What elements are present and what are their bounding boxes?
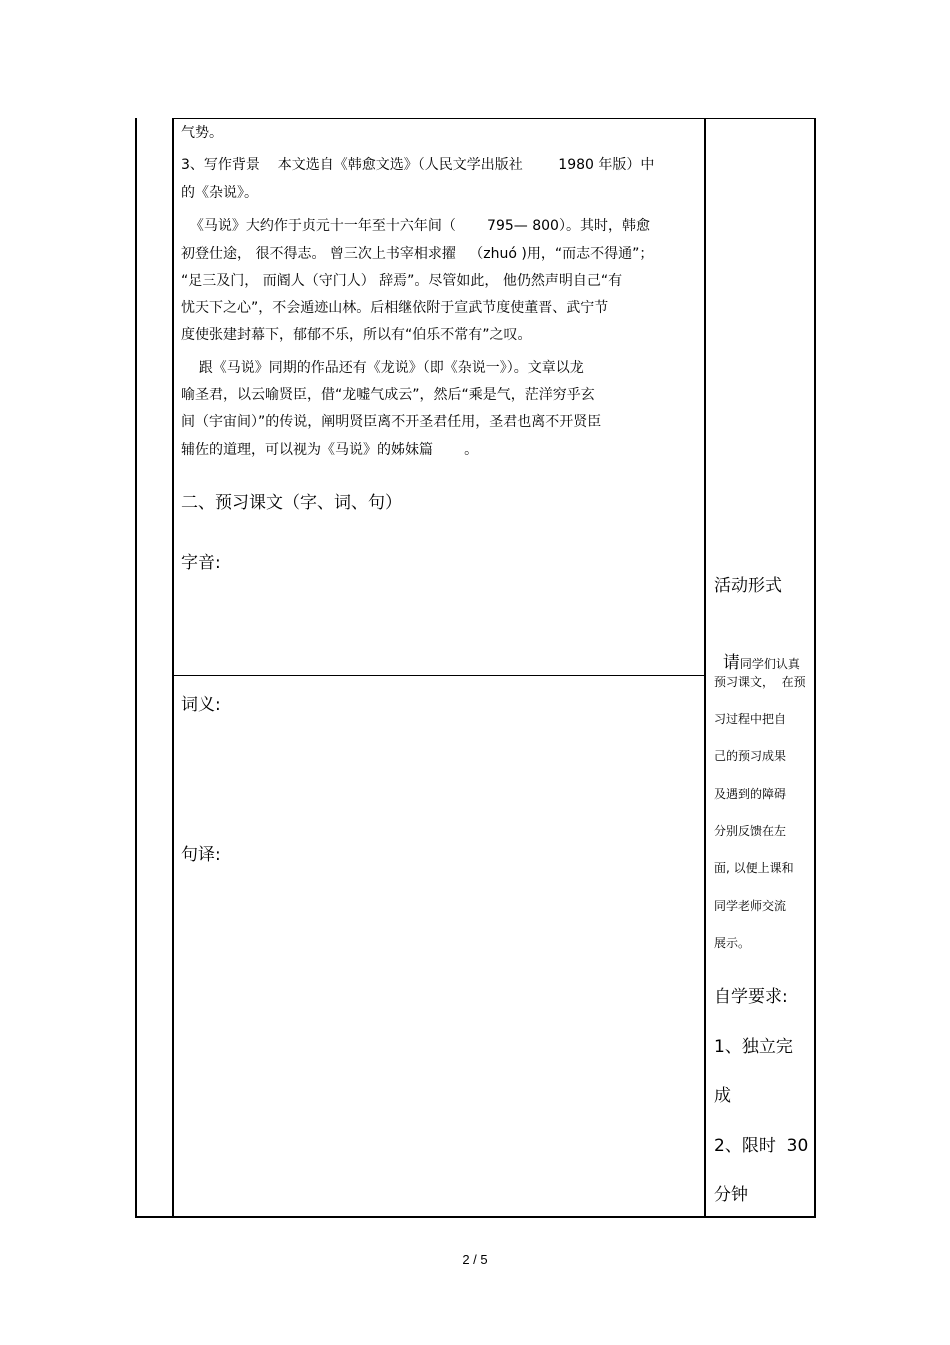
side-paragraph-line: 己的预习成果 bbox=[714, 749, 787, 763]
body-line: 《马说》大约作于贞元十一年至十六年间（ 795— 800）。其时，韩愈 bbox=[181, 218, 650, 234]
body-line: 初登仕途， 很不得志。 曾三次上书宰相求擢 （zhuó )用，“而志不得通”； bbox=[181, 246, 654, 262]
body-line: “足三及门， 而阍人（守门人） 辞焉”。尽管如此， 他仍然声明自己“有 bbox=[181, 273, 623, 289]
side-requirements-title: 自学要求: bbox=[714, 987, 788, 1007]
label-ziyin: 字音: bbox=[181, 553, 221, 573]
side-first-char: 请 bbox=[722, 653, 740, 673]
body-line: 3、写作背景 本文选自《韩愈文选》（人民文学出版社 1980 年版）中 bbox=[181, 157, 655, 173]
side-paragraph-line: 展示。 bbox=[714, 936, 751, 950]
table-border-left bbox=[135, 118, 137, 1218]
table-border-inner-right bbox=[704, 118, 706, 1218]
side-title: 活动形式 bbox=[714, 576, 782, 596]
table-border-right bbox=[814, 118, 816, 1218]
label-juyi: 句译: bbox=[181, 845, 221, 865]
body-line: 跟《马说》同期的作品还有《龙说》（即《杂说一》）。文章以龙 bbox=[181, 360, 584, 376]
side-paragraph-line: 分别反馈在左 bbox=[714, 824, 787, 838]
side-requirement-line: 2、限时 30 bbox=[714, 1136, 809, 1156]
body-line: 的《杂说》。 bbox=[181, 185, 258, 201]
table-row-divider bbox=[174, 675, 704, 676]
side-paragraph-line: 习过程中把自 bbox=[714, 712, 787, 726]
body-line: 辅佐的道理，可以视为《马说》的姊妹篇 。 bbox=[181, 442, 479, 458]
side-requirement-line: 1、独立完 bbox=[714, 1037, 793, 1057]
side-paragraph-line: 同学老师交流 bbox=[714, 899, 787, 913]
side-requirement-line: 成 bbox=[714, 1086, 731, 1106]
body-line: 间（宇宙间）”的传说，阐明贤臣离不开圣君任用，圣君也离不开贤臣 bbox=[181, 414, 602, 430]
side-requirement-line: 分钟 bbox=[714, 1185, 748, 1205]
side-text: 同学们认真 bbox=[739, 657, 800, 671]
side-paragraph-line: 面, 以便上课和 bbox=[714, 861, 794, 875]
side-paragraph-line bbox=[714, 634, 800, 674]
body-line: 度使张建封幕下，郁郁不乐，所以有“伯乐不常有”之叹。 bbox=[181, 327, 532, 343]
table-border-top-right bbox=[706, 118, 814, 119]
table-border-top bbox=[172, 118, 704, 119]
page-number: 2 / 5 bbox=[462, 1252, 488, 1267]
label-ciyi: 词义: bbox=[181, 695, 221, 715]
side-paragraph-line: 及遇到的障碍 bbox=[714, 787, 787, 801]
body-line: 忧天下之心”，不会遁迹山林。后相继依附于宣武节度使董晋、武宁节 bbox=[181, 300, 609, 316]
table-border-inner-left bbox=[172, 118, 174, 1218]
side-paragraph-line: 预习课文， 在预 bbox=[714, 675, 806, 689]
body-line: 喻圣君，以云喻贤臣，借“龙嘘气成云”，然后“乘是气，茫洋穷乎玄 bbox=[181, 387, 595, 403]
table-border-bottom bbox=[135, 1216, 816, 1218]
body-line: 气势。 bbox=[181, 125, 223, 141]
section-title: 二、预习课文（字、词、句） bbox=[181, 493, 402, 513]
